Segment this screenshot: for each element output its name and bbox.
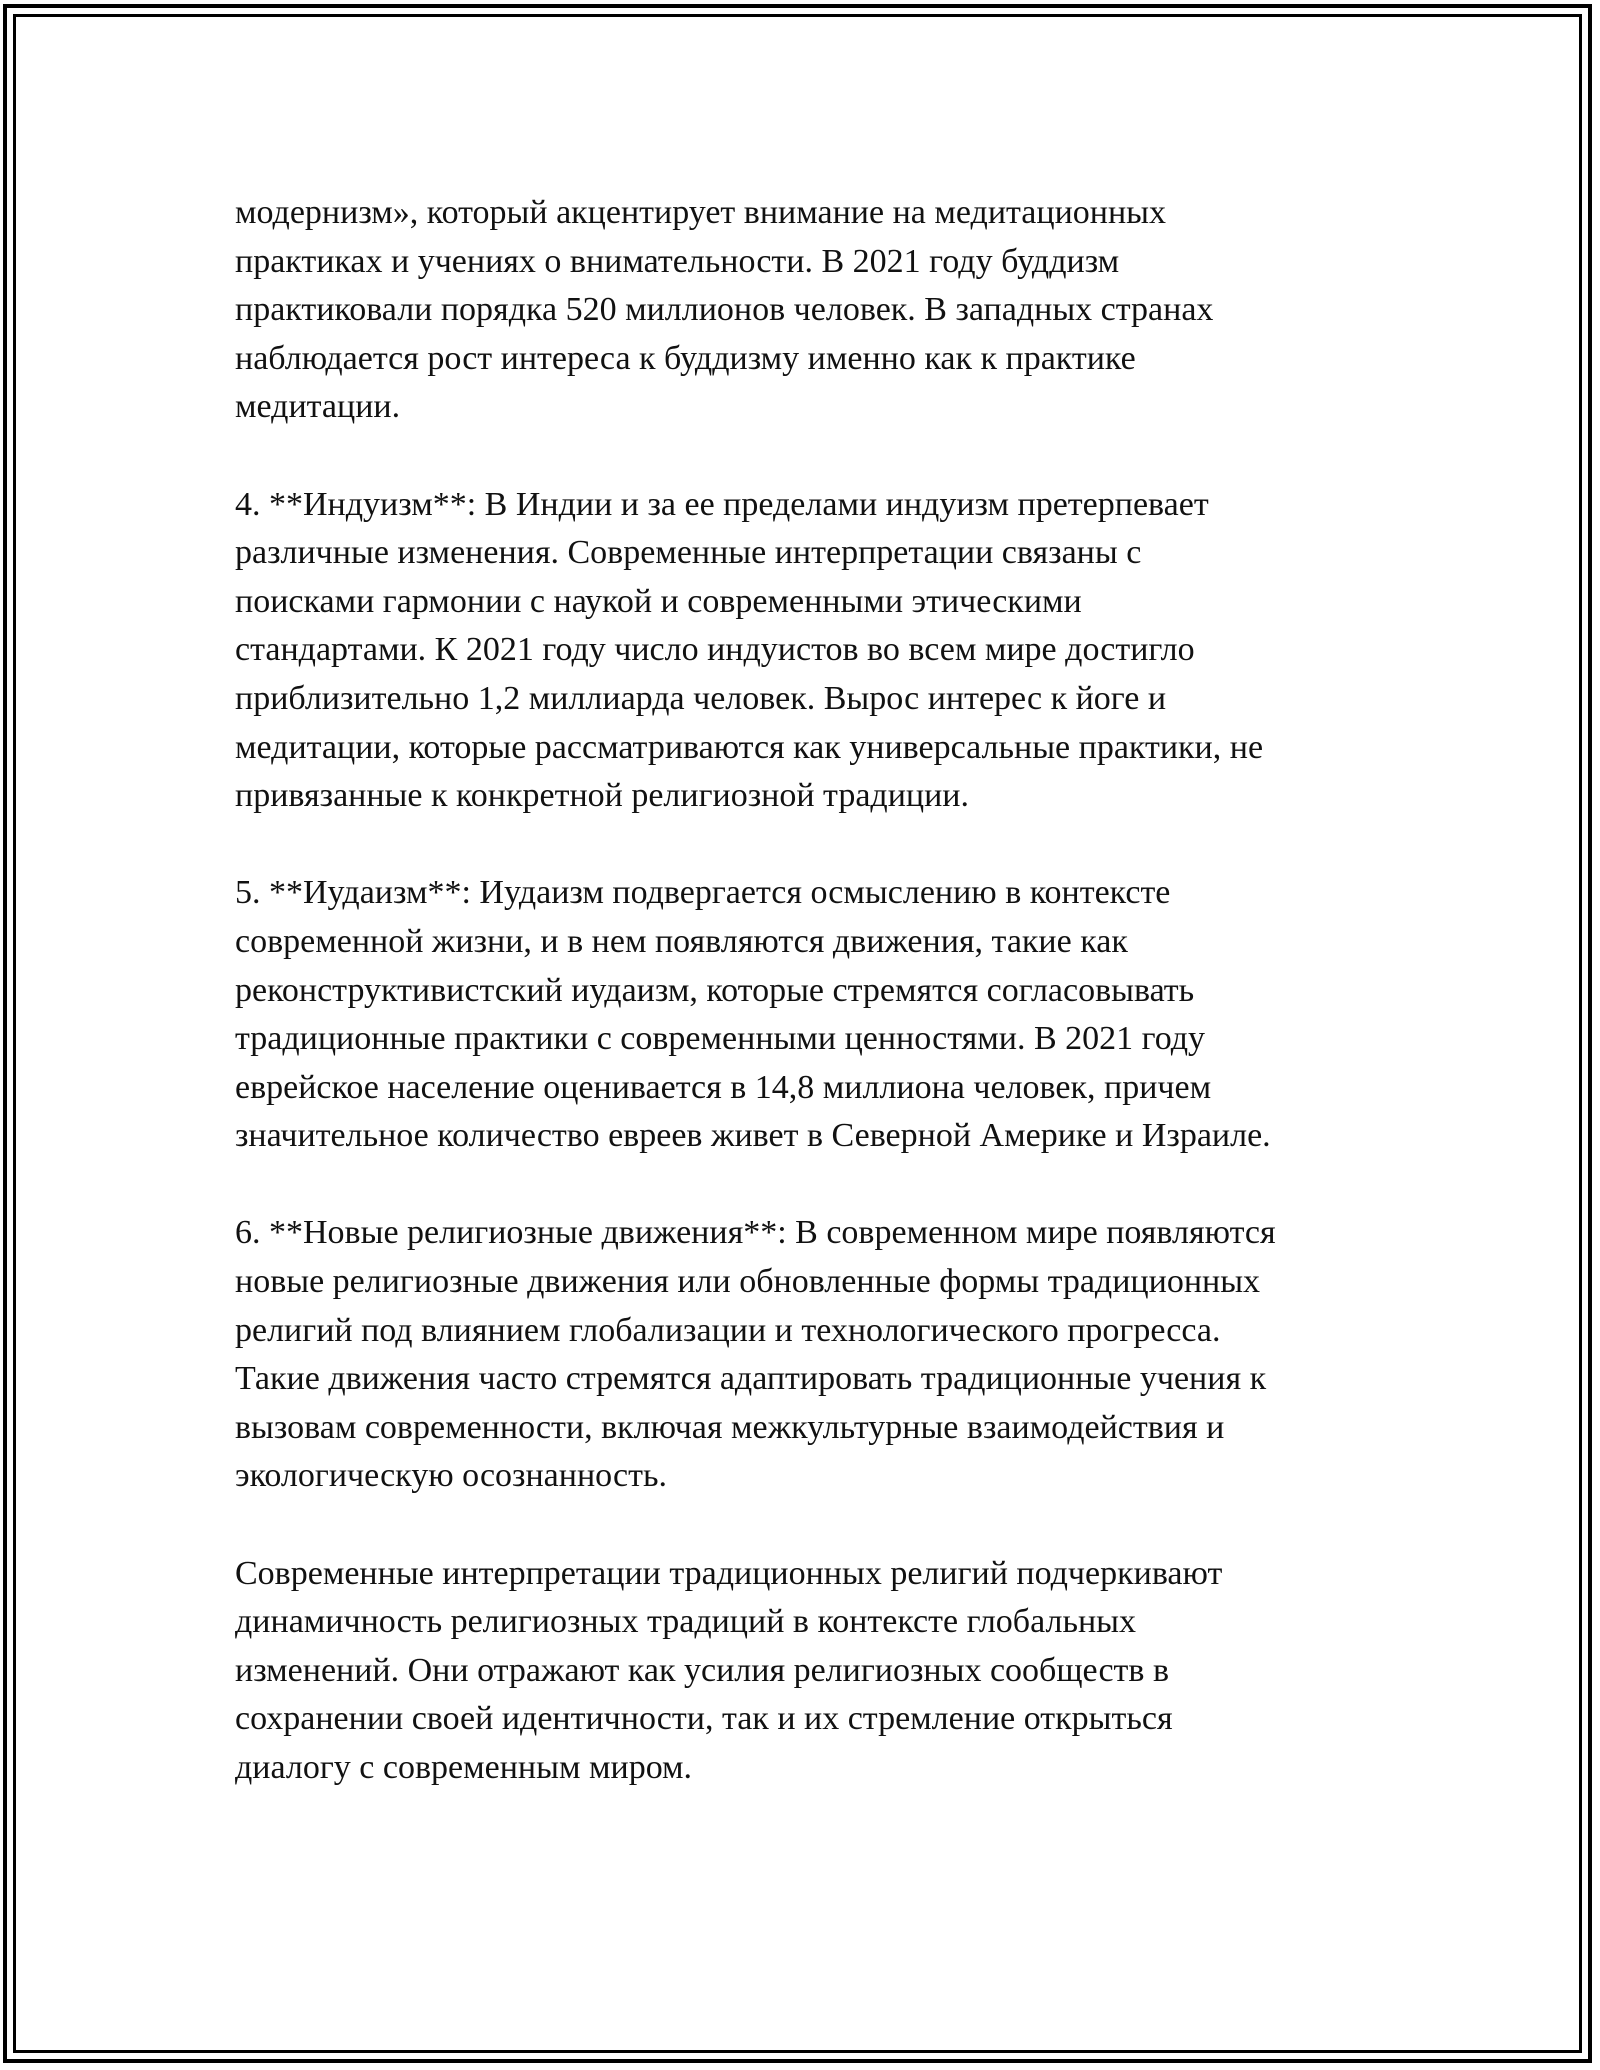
text-line: привязанные к конкретной религиозной традиции. (235, 777, 970, 815)
paragraph (235, 1550, 1365, 1793)
paragraph-spacer (235, 1501, 1365, 1550)
paragraph (235, 869, 1365, 1161)
paragraph-spacer (235, 1161, 1365, 1210)
paragraph-spacer (235, 432, 1365, 481)
text-line: модернизм», который акцентирует внимание на медитационных (235, 194, 1166, 231)
text-line: вызовам современности, включая межкультурные взаимодействия и (235, 1408, 1225, 1446)
text-line: реконструктивистский иудаизм, которые стремятся согласовывать (235, 971, 1195, 1009)
text-line: практиковали порядка 520 миллионов человек. В западных странах (235, 291, 1214, 329)
text-line: динамичность религиозных традиций в контексте глобальных (235, 1603, 1136, 1641)
text-line: сохранении своей идентичности, так и их стремление открыться (235, 1700, 1173, 1738)
text-line: еврейское население оценивается в 14,8 миллиона человек, причем (235, 1068, 1212, 1106)
paragraph-spacer (235, 821, 1365, 870)
text-line: новые религиозные движения или обновленные формы традиционных (235, 1263, 1261, 1301)
text-line: религий под влиянием глобализации и технологического прогресса. (235, 1311, 1221, 1349)
text-line: 4. **Индуизм**: В Индии и за ее пределами индуизм претерпевает (235, 485, 1209, 523)
text-line: 5. **Иудаизм**: Иудаизм подвергается осмыслению в контексте (235, 874, 1171, 912)
text-line: практиках и учениях о внимательности. В 2021 году буддизм (235, 242, 1120, 280)
text-line: приблизительно 1,2 миллиарда человек. Вырос интерес к йоге и (235, 679, 1167, 717)
text-line: значительное количество евреев живет в Северной Америке и Израиле. (235, 1117, 1271, 1155)
paragraph (235, 1209, 1365, 1501)
text-line: изменений. Они отражают как усилия религиозных сообществ в (235, 1651, 1170, 1689)
text-line: экологическую осознанность. (235, 1457, 667, 1495)
paragraph (235, 189, 1365, 432)
text-line: традиционные практики с современными ценностями. В 2021 году (235, 1020, 1206, 1058)
text-line: диалогу с современным миром. (235, 1749, 693, 1786)
text-line: Современные интерпретации традиционных религий подчеркивают (235, 1554, 1223, 1592)
document-body (235, 189, 1365, 1793)
text-line: поисками гармонии с наукой и современными этическими (235, 582, 1082, 620)
text-line: наблюдается рост интереса к буддизму именно как к практике (235, 339, 1136, 377)
text-line: 6. **Новые религиозные движения**: В современном мире появляются (235, 1214, 1276, 1252)
text-line: Такие движения часто стремятся адаптировать традиционные учения к (235, 1360, 1267, 1398)
text-line: различные изменения. Современные интерпретации связаны с (235, 534, 1142, 572)
text-line: медитации, которые рассматриваются как универсальные практики, не (235, 728, 1264, 766)
text-line: современной жизни, и в нем появляются движения, такие как (235, 922, 1128, 960)
paragraph (235, 481, 1365, 821)
text-line: медитации. (235, 388, 401, 426)
text-line: стандартами. К 2021 году число индуистов во всем мире достигло (235, 631, 1195, 669)
